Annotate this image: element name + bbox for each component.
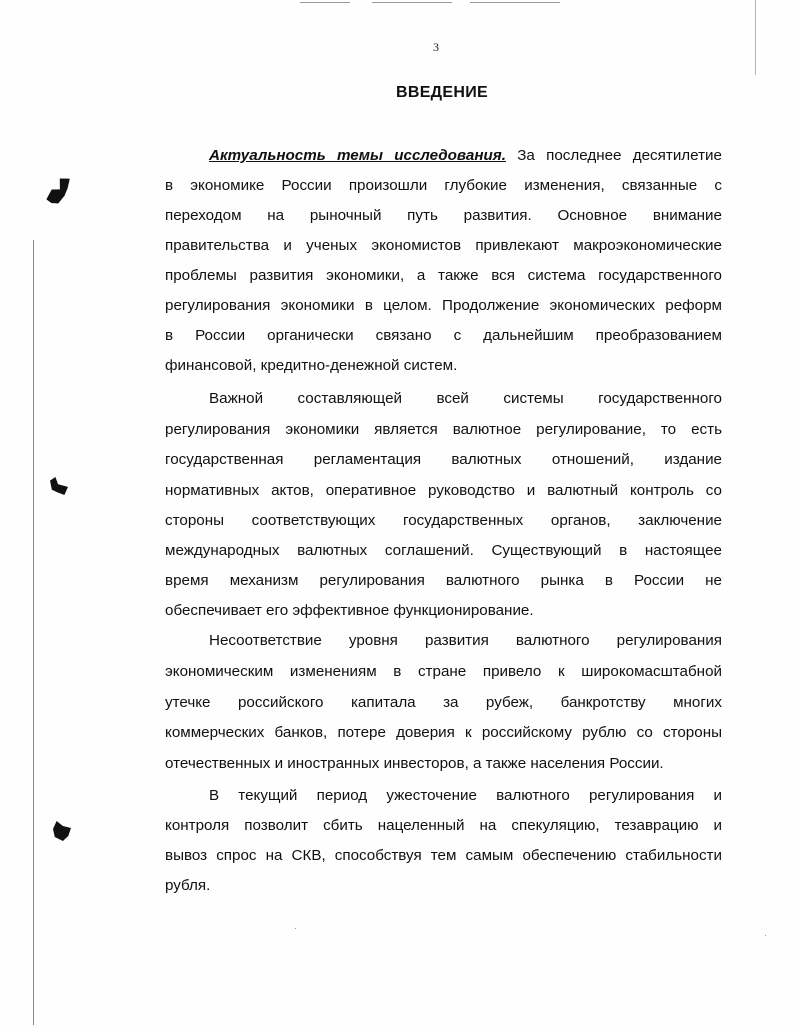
scan-speck — [295, 928, 296, 929]
paragraph-line: финансовой, кредитно-денежной систем. — [165, 357, 458, 374]
paragraph-line: в экономике России произошли глубокие изменения, связанные с — [165, 177, 722, 194]
paragraph-line: вывоз спрос на СКВ, способствуя тем самым обеспечению стабильности — [165, 847, 722, 864]
paragraph-line: В текущий период ужесточение валютного регулирования и — [209, 787, 722, 804]
ink-blot-mark — [50, 477, 68, 495]
paragraph-line: Важной составляющей всей системы государственного — [209, 390, 722, 407]
paragraph-line: государственная регламентация валютных отношений, издание — [165, 451, 722, 468]
paragraph-line: проблемы развития экономики, а также вся система государственного — [165, 267, 722, 284]
scan-margin-line — [755, 0, 756, 75]
paragraph-line: стороны соответствующих государственных органов, заключение — [165, 512, 722, 529]
scan-speck — [765, 935, 766, 936]
paragraph-line: правительства и ученых экономистов привлекают макроэкономические — [165, 237, 722, 254]
paragraph-line: в России органически связано с дальнейшим преобразованием — [165, 327, 722, 344]
paragraph-line: рубля. — [165, 877, 211, 894]
page-number: 3 — [433, 40, 439, 54]
paragraph-line: утечке российского капитала за рубеж, банкротству многих — [165, 694, 722, 711]
lead-heading: Актуальность темы исследования. — [209, 147, 506, 164]
lead-continuation: За последнее десятилетие — [505, 147, 722, 164]
paragraph-line: коммерческих банков, потере доверия к российскому рублю со стороны — [165, 724, 722, 741]
paragraph-line: Несоответствие уровня развития валютного регулирования — [209, 632, 722, 649]
scan-edge-line — [470, 2, 560, 3]
scan-edge-line — [372, 2, 452, 3]
paragraph-line: переходом на рыночный путь развития. Основное внимание — [165, 207, 722, 224]
scan-edge-line — [300, 2, 350, 3]
ink-blot-mark — [53, 821, 71, 841]
paragraph-line: экономическим изменениям в стране привело к широкомасштабной — [165, 663, 722, 680]
paragraph-line: регулирования экономики является валютное регулирование, то есть — [165, 421, 722, 438]
page-title: ВВЕДЕНИЕ — [396, 84, 488, 101]
paragraph-line: нормативных актов, оперативное руководство и валютный контроль со — [165, 482, 722, 499]
paragraph-line: отечественных и иностранных инвесторов, а также населения России. — [165, 755, 664, 772]
paragraph-line — [209, 146, 722, 166]
paragraph-line: международных валютных соглашений. Существующий в настоящее — [165, 542, 722, 559]
paragraph-line: регулирования экономики в целом. Продолжение экономических реформ — [165, 297, 722, 314]
scan-margin-line — [33, 240, 34, 1025]
paragraph-line: контроля позволит сбить нацеленный на спекуляцию, тезаврацию и — [165, 817, 722, 834]
paragraph-line: время механизм регулирования валютного рынка в России не — [165, 572, 722, 589]
paragraph-line: обеспечивает его эффективное функционирование. — [165, 602, 534, 619]
ink-blot-mark — [41, 175, 77, 208]
